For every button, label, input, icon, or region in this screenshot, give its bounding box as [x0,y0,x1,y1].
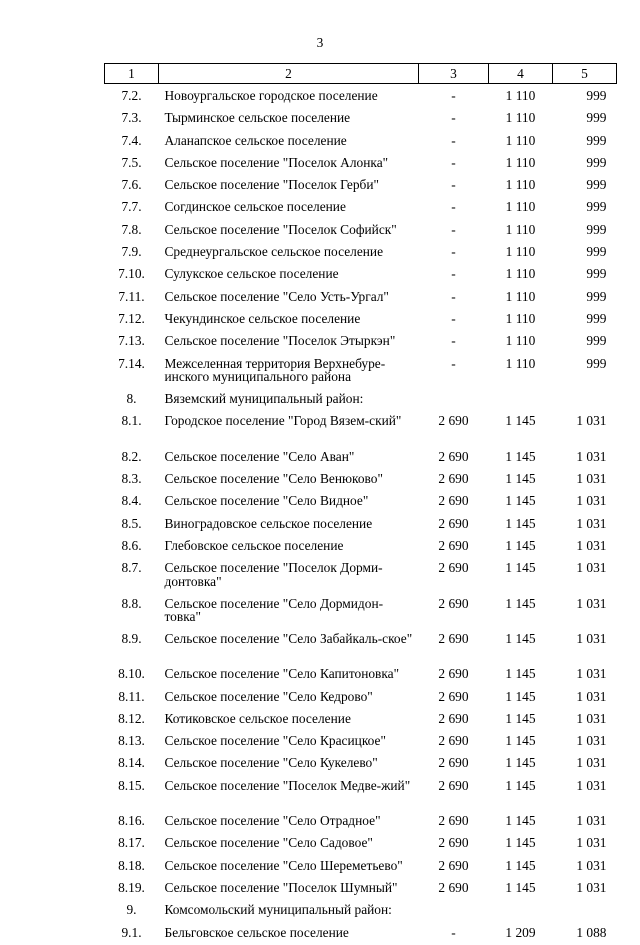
row-col-5: 1 031 [576,537,607,553]
table-row [105,197,617,219]
row-name: Сельское поселение "Село Садовое" [164,835,373,851]
row-col-3: - [451,244,456,260]
row-name: Сельское поселение "Село Забайкаль-ское" [164,630,413,646]
row-name: Сельское поселение "Село Кукелево" [164,755,378,771]
row-col-4: 1 145 [505,448,536,464]
row-col-5: 1 031 [576,777,607,793]
row-number: 8.10. [118,666,145,682]
row-col-3: 2 690 [438,413,469,429]
row-col-3: 2 690 [438,493,469,509]
row-col-5: 1 031 [576,755,607,771]
row-number: 7.12. [118,310,145,326]
table-row [105,687,617,709]
row-name: Сельское поселение "Поселок Шумный" [164,880,398,896]
row-number: 7.8. [121,221,142,237]
row-col-4: 1 110 [505,310,536,326]
row-col-3: - [451,177,456,193]
row-name: Чекундинское сельское поселение [164,310,361,326]
row-name: Сельское поселение "Село Видное" [164,493,369,509]
row-number: 7.7. [121,199,142,215]
header-col-4: 4 [489,64,553,84]
row-col-3: 2 690 [438,880,469,896]
row-col-5: 999 [586,288,607,304]
row-col-4: 1 209 [505,924,536,940]
row-col-4: 1 110 [505,333,536,349]
row-name: Виноградовское сельское поселение [164,515,373,531]
row-col-3: - [451,355,456,371]
row-name: Вяземский муниципальный район: [164,390,364,406]
row-col-4: 1 145 [505,560,536,576]
table-row [105,558,617,593]
row-number: 7.9. [121,244,142,260]
row-number: 8.15. [118,777,145,793]
row-col-5: 999 [586,154,607,170]
row-number: 8.13. [118,733,145,749]
row-col-3 [419,900,489,922]
header-row [105,64,617,84]
row-number: 8.17. [118,835,145,851]
row-col-3: 2 690 [438,448,469,464]
row-col-4: 1 145 [505,710,536,726]
row-number: 8.9. [121,630,142,646]
row-col-3: 2 690 [438,835,469,851]
row-col-4: 1 110 [505,154,536,170]
row-col-3: - [451,310,456,326]
row-col-5 [553,389,617,411]
row-col-4: 1 145 [505,413,536,429]
row-col-4: 1 145 [505,493,536,509]
row-col-3: 2 690 [438,777,469,793]
row-col-5: 1 031 [576,493,607,509]
table-row [105,594,617,629]
row-col-3: - [451,199,456,215]
row-name: Тырминское сельское поселение [164,110,351,126]
row-col-3: 2 690 [438,630,469,646]
row-name: Городское поселение "Город Вязем-ский" [164,413,402,429]
row-col-4: 1 110 [505,355,536,371]
row-col-4 [489,389,553,411]
table-row [105,153,617,175]
table-row [105,856,617,878]
table-row [105,220,617,242]
table-row [105,731,617,753]
table-row [105,923,617,945]
row-name: Согдинское сельское поселение [164,199,346,215]
table-row [105,878,617,900]
row-name: Среднеургальское сельское поселение [164,244,384,260]
row-number: 7.6. [121,177,142,193]
settlements-table [104,63,617,945]
table-row [105,354,617,389]
table-row [105,900,617,922]
row-number: 7.13. [118,333,145,349]
row-col-5: 999 [586,221,607,237]
row-col-4: 1 145 [505,630,536,646]
row-col-4: 1 110 [505,266,536,282]
row-number: 8.12. [118,710,145,726]
table-row [105,131,617,153]
row-col-3: 2 690 [438,710,469,726]
row-name: Сельское поселение "Поселок Софийск" [164,221,397,237]
row-col-5: 1 031 [576,666,607,682]
row-name: Глебовское сельское поселение [164,537,344,553]
row-col-5: 999 [586,177,607,193]
table-row [105,411,617,446]
row-number: 8.11. [118,688,145,704]
row-name: Сельское поселение "Поселок Этыркэн" [164,333,396,349]
table-row [105,242,617,264]
row-col-5: 1 088 [576,924,607,940]
row-col-5: 1 031 [576,448,607,464]
row-col-3: - [451,132,456,148]
row-col-4: 1 145 [505,470,536,486]
row-name: Комсомольский муниципальный район: [164,902,392,918]
row-col-3: 2 690 [438,515,469,531]
row-col-3: 2 690 [438,560,469,576]
table-row [105,776,617,811]
row-name: Сельское поселение "Поселок Медве-жий" [164,777,411,793]
row-number: 8.4. [121,493,142,509]
row-col-5: 999 [586,333,607,349]
row-col-3: 2 690 [438,733,469,749]
row-name: Сельское поселение "Поселок Дорми-донтовка" [164,560,383,589]
row-col-3: - [451,221,456,237]
row-number: 7.2. [121,88,142,103]
table-row [105,629,617,664]
table-row [105,309,617,331]
row-name: Межселенная территория Верхнебуре-инского муниципального района [164,355,386,385]
row-col-3: - [451,333,456,349]
row-col-5: 999 [586,355,607,371]
row-col-4: 1 145 [505,595,536,611]
table-row [105,536,617,558]
row-col-3: - [451,154,456,170]
row-number: 8.16. [118,813,145,829]
row-name: Сельское поселение "Село Красицкое" [164,733,386,749]
row-col-3: - [451,110,456,126]
row-name: Сельское поселение "Село Шереметьево" [164,857,403,873]
table-row [105,514,617,536]
row-number: 9. [126,902,137,918]
table-row [105,833,617,855]
row-number: 8.19. [118,880,145,896]
table-row [105,491,617,513]
row-col-5: 1 031 [576,560,607,576]
row-col-5: 1 031 [576,835,607,851]
row-col-4: 1 110 [505,244,536,260]
row-col-5: 1 031 [576,880,607,896]
table-row [105,753,617,775]
row-name: Сельское поселение "Село Капитоновка" [164,666,400,682]
header-col-3: 3 [419,64,489,84]
table-body [105,84,617,945]
table-row [105,175,617,197]
row-col-4: 1 110 [505,88,536,103]
row-col-4: 1 110 [505,177,536,193]
row-number: 8.1. [121,413,142,429]
row-name: Аланапское сельское поселение [164,132,347,148]
row-col-4: 1 145 [505,733,536,749]
row-col-5: 1 031 [576,595,607,611]
row-col-4: 1 145 [505,666,536,682]
row-number: 8. [126,390,137,406]
row-col-4 [489,900,553,922]
row-name: Сельское поселение "Село Венюково" [164,470,383,486]
row-number: 8.2. [121,448,142,464]
row-number: 7.11. [118,288,145,304]
row-number: 7.5. [121,154,142,170]
row-col-4: 1 110 [505,132,536,148]
row-name: Сельское поселение "Село Дормидон-товка" [164,595,384,625]
row-name: Сельское поселение "Поселок Алонка" [164,154,389,170]
row-col-3: 2 690 [438,537,469,553]
row-col-3: - [451,88,456,103]
page-number: 3 [316,35,324,50]
row-col-5: 1 031 [576,470,607,486]
header-col-2: 2 [159,64,419,84]
row-col-4: 1 145 [505,880,536,896]
row-col-4: 1 145 [505,755,536,771]
row-col-4: 1 145 [505,515,536,531]
row-name: Новоургальское городское поселение [164,88,378,103]
row-name: Сельское поселение "Село Аван" [164,448,355,464]
row-col-4: 1 145 [505,537,536,553]
row-col-3: 2 690 [438,688,469,704]
table-row [105,108,617,130]
row-col-5: 999 [586,310,607,326]
row-col-3: 2 690 [438,666,469,682]
row-col-3: 2 690 [438,470,469,486]
row-col-5: 1 031 [576,813,607,829]
row-col-5: 1 031 [576,733,607,749]
row-col-3: - [451,924,456,940]
row-number: 8.3. [121,470,142,486]
row-number: 7.4. [121,132,142,148]
row-number: 8.14. [118,755,145,771]
row-number: 8.8. [121,595,142,611]
table-row [105,84,617,109]
row-name: Сельское поселение "Село Отрадное" [164,813,381,829]
table-header [105,64,617,84]
table-row [105,469,617,491]
row-col-3: 2 690 [438,595,469,611]
row-col-3 [419,389,489,411]
row-name: Сулукское сельское поселение [164,266,339,282]
row-number: 7.14. [118,355,145,371]
row-col-5: 999 [586,88,607,103]
table-row [105,389,617,411]
row-col-4: 1 110 [505,110,536,126]
row-col-5: 1 031 [576,630,607,646]
row-col-5 [553,900,617,922]
row-col-4: 1 110 [505,199,536,215]
row-name: Сельское поселение "Поселок Герби" [164,177,379,193]
row-number: 8.18. [118,857,145,873]
row-col-5: 999 [586,110,607,126]
row-name: Сельское поселение "Село Кедрово" [164,688,373,704]
row-col-3: - [451,266,456,282]
row-col-4: 1 110 [505,288,536,304]
row-col-4: 1 145 [505,688,536,704]
row-number: 8.6. [121,537,142,553]
row-number: 7.3. [121,110,142,126]
row-col-5: 1 031 [576,857,607,873]
row-col-5: 1 031 [576,413,607,429]
row-col-5: 999 [586,199,607,215]
header-col-1: 1 [105,64,159,84]
row-number: 8.7. [121,560,142,576]
header-col-5: 5 [553,64,617,84]
row-col-4: 1 145 [505,813,536,829]
table-row [105,811,617,833]
row-name: Бельговское сельское поселение [164,924,349,940]
row-name: Сельское поселение "Село Усть-Ургал" [164,288,389,304]
row-col-5: 999 [586,132,607,148]
row-col-5: 1 031 [576,688,607,704]
row-col-5: 999 [586,266,607,282]
row-col-4: 1 110 [505,221,536,237]
row-col-5: 999 [586,244,607,260]
row-col-3: 2 690 [438,755,469,771]
row-number: 9.1. [121,924,142,940]
row-col-5: 1 031 [576,515,607,531]
row-col-4: 1 145 [505,835,536,851]
row-col-3: - [451,288,456,304]
row-col-3: 2 690 [438,813,469,829]
row-name: Котиковское сельское поселение [164,710,351,726]
row-col-4: 1 145 [505,857,536,873]
table-row [105,331,617,353]
table-row [105,264,617,286]
row-col-4: 1 145 [505,777,536,793]
table-row [105,287,617,309]
row-number: 7.10. [118,266,145,282]
table-row [105,447,617,469]
table-row [105,709,617,731]
table-row [105,664,617,686]
row-number: 8.5. [121,515,142,531]
row-col-3: 2 690 [438,857,469,873]
row-col-5: 1 031 [576,710,607,726]
